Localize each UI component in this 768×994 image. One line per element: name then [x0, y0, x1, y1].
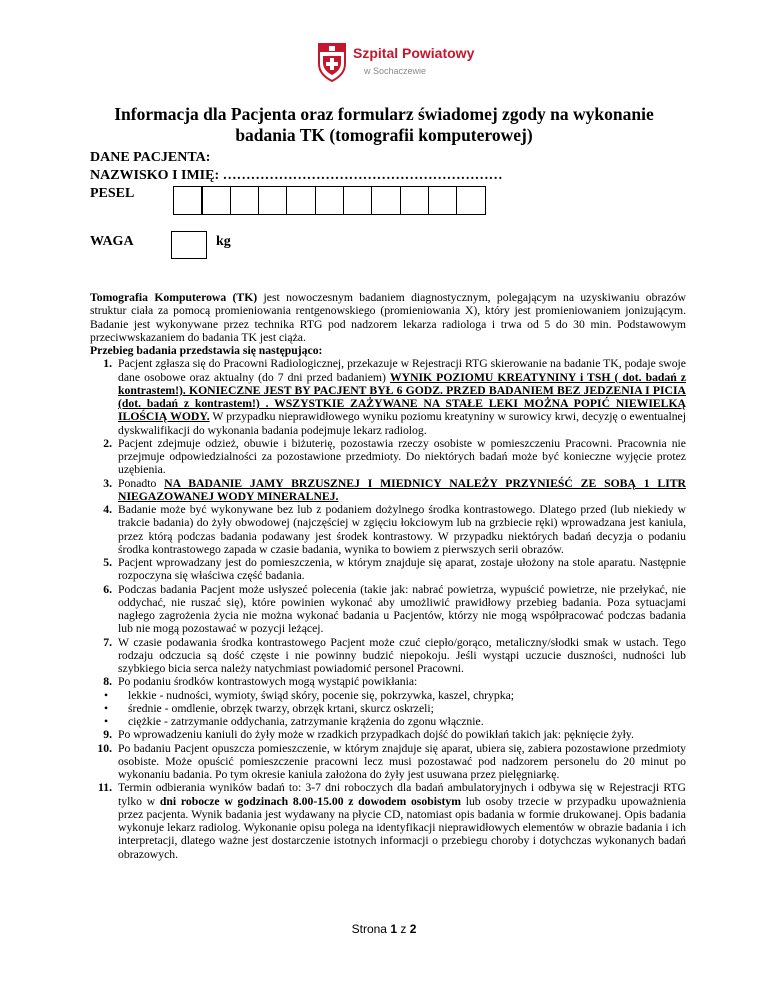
list-item: 7. W czasie podawania środka kontrastowego Pacjent może czuć ciepło/gorąco, metaliczny/słodki smak w ustach. Tego rodzaju odczucia są dość częste i nie powinny budzić niepokoju. Jeśli wystąpi uczucie duszności, nudności lub szybkiego bicia serca należy natychmiast powiadomić personel Pracowni. [90, 636, 686, 676]
logo-subtitle: w Sochaczewie [364, 66, 427, 76]
pesel-digit-box[interactable] [315, 186, 345, 215]
step-number: 3. [103, 476, 112, 490]
pesel-digit-box[interactable] [400, 186, 430, 215]
pesel-digit-box[interactable] [201, 186, 231, 215]
step-number: 1. [103, 357, 112, 371]
kreatynina-warning: WYNIK POZIOMU KREATYNINY i TSH ( dot. badań z kontrastem!). KONIECZNE JEST BY PACJENT BYŁ 6 GODZ. PRZED BADANIEM BEZ JEDZENIA I PICIA (dot. badań z kontrastem!) . WSZYSTKIE ZAŻYWANE NA STAŁE LEKI MOŻNA POPIĆ NIEWIELKĄ ILOŚCIĄ WODY. [118, 370, 686, 424]
pesel-digit-box[interactable] [258, 186, 288, 215]
list-item: 1. Pacjent zgłasza się do Pracowni Radiologicznej, przekazuje w Rejestracji RTG skierowanie na badanie TK, podaje swoje dane osobowe oraz aktualny (do 7 dni przed badaniem) WYNIK POZIOMU KREATYNINY i TSH ( dot. badań z kontrastem!). KONIECZNE JEST BY PACJENT BYŁ 6 GODZ. PRZED BADANIEM BEZ JEDZENIA I PICIA (dot. badań z kontrastem!) . WSZYSTKIE ZAŻYWANE NA STAŁE LEKI MOŻNA POPIĆ NIEWIELKĄ ILOŚCIĄ WODY. W przypadku nieprawidłowego wyniku poziomu kreatyniny w surowicy krwi, decyzję o ewentualnej dyskwalifikacji do wykonania badania podejmuje lekarz radiolog. [90, 357, 686, 437]
title-line-1: Informacja dla Pacjenta oraz formularz świadomej zgody na wykonanie [114, 104, 654, 124]
pesel-digit-box[interactable] [428, 186, 458, 215]
list-item: 6. Podczas badania Pacjent może usłyszeć polecenia (takie jak: nabrać powietrza, wypuścić powietrze, nie przełykać, nie oddychać, nie ruszać się), które powinien wykonać aby umożliwić prawidłowy przebieg badania. Poza sytuacjami nagłego zagrożenia życia nie można wykonać badania u Pacjentów, którzy nie mogą współpracować podczas badania lub nie mogą pozostawać w pozycji leżącej. [90, 583, 686, 636]
step-number: 6. [103, 582, 112, 596]
weight-field[interactable] [171, 231, 207, 259]
procedure-steps [90, 357, 686, 861]
step-number: 5. [103, 556, 112, 569]
steps-heading: Przebieg badania przedstawia się następująco: [90, 344, 323, 357]
pesel-digit-box[interactable] [343, 186, 373, 215]
step-number: 8. [103, 675, 112, 689]
current-page: 1 [390, 922, 398, 936]
intro-paragraph [90, 291, 686, 344]
total-pages: 2 [409, 922, 417, 936]
step-number: 11. [98, 781, 112, 795]
pesel-digit-box[interactable] [173, 186, 203, 215]
information-text [90, 291, 686, 861]
list-item: 2. Pacjent zdejmuje odzież, obuwie i biżuterię, pozostawia rzeczy osobiste w pomieszczeniu Pracowni. Pracownia nie przejmuje odpowiedzialności za pozostawione przedmioty. Do niektórych badań może być konieczne wyjęcie protez uzębienia. [90, 437, 686, 477]
list-item: 8. Po podaniu środków kontrastowych mogą wystąpić powikłania: • lekkie - nudności, wymioty, świąd skóry, pocenie się, pokrzywka, kaszel, chrypka; • średnie - omdlenie, obrzęk twarzy, obrzęk krtani, skurcz oskrzeli; • ciężkie - zatrzymanie oddychania, zatrzymanie krążenia do zgonu włącznie. [90, 675, 686, 728]
step-number: 7. [103, 635, 112, 649]
list-item: 10. Po badaniu Pacjent opuszcza pomieszczenie, w którym znajduje się aparat, ubiera się, zabiera pozostawione przedmioty osobiste. Może opuścić pomieszczenie pracowni lecz musi pozostawać pod nadzorem personelu do 20 minut po wykonaniu badania. Po tym okresie kaniula założona do żyły jest usuwana przez pielęgniarkę. [90, 742, 686, 782]
pesel-label: PESEL [90, 186, 135, 201]
weight-label: WAGA [90, 234, 134, 249]
step-number: 4. [103, 503, 112, 516]
list-item: 9. Po wprowadzeniu kaniuli do żyły może w rzadkich przypadkach dojść do powikłań takich jak: pęknięcie żyły. [90, 728, 686, 741]
list-item: 5. Pacjent wprowadzany jest do pomieszczenia, w którym znajduje się aparat, zostaje ułożony na stole aparatu. Następnie rozpoczyna się właściwa część badania. [90, 556, 686, 583]
hospital-logo [302, 42, 475, 84]
title-line-2: badania TK (tomografii komputerowej) [235, 125, 533, 145]
page-number: Strona 1 z 2 [351, 922, 417, 936]
step-number: 2. [103, 436, 112, 450]
water-warning: NA BADANIE JAMY BRZUSZNEJ I MIEDNICY NALEŻY PRZYNIEŚĆ ZE SOBĄ 1 LITR NIEGAZOWANEJ WODY MINERALNEJ. [118, 476, 686, 503]
weight-unit: kg [216, 234, 231, 249]
pickup-hours: dni robocze w godzinach 8.00-15.00 z dowodem osobistym [159, 794, 461, 808]
intro-text: jest nowoczesnym badaniem diagnostycznym, polegającym na uzyskiwaniu obrazów struktur ciała za pomocą promieniowania rentgenowskiego (promieniowania X), który jest promieniowaniem jonizującym. Badanie jest wykonywane przez technika RTG pod nadzorem lekarza radiologa i trwa od 5 do 30 min. Podstawowym przeciwwskazaniem do badania TK jest ciąża. [90, 291, 686, 344]
pesel-field[interactable] [173, 186, 484, 215]
complications-list [90, 689, 686, 729]
complication-item: • lekkie - nudności, wymioty, świąd skóry, pocenie się, pokrzywka, kaszel, chrypka; [90, 689, 686, 702]
intro-term: Tomografia Komputerowa (TK) [90, 291, 258, 304]
list-item: 11. Termin odbierania wyników badań to: 3-7 dni roboczych dla badań ambulatoryjnych i odbywa się w Rejestracji RTG tylko w dni robocze w godzinach 8.00-15.00 z dowodem osobistym lub osoby trzecie w przypadku upoważnienia przez pacjenta. Wynik badania jest wydawany na płycie CD, natomiast opis badania w formie drukowanej. Opis badania wykonuje lekarz radiolog. Wykonanie opisu polega na identyfikacji nieprawidłowych elementów w obrazie badania i ich interpretacji, dlatego ważne jest dostarczenie istotnych informacji o przebiegu choroby i dotychczas wykonanych badań obrazowych. [90, 781, 686, 861]
pesel-digit-box[interactable] [286, 186, 316, 215]
list-item: 3. Ponadto NA BADANIE JAMY BRZUSZNEJ I MIEDNICY NALEŻY PRZYNIEŚĆ ZE SOBĄ 1 LITR NIEGAZOWANEJ WODY MINERALNEJ. [90, 477, 686, 504]
patient-data-heading: DANE PACJENTA: [90, 150, 211, 165]
pesel-digit-box[interactable] [230, 186, 260, 215]
step-number: 10. [97, 741, 112, 755]
logo-title: Szpital Powiatowy [353, 45, 475, 61]
list-item: 4. Badanie może być wykonywane bez lub z podaniem dożylnego środka kontrastowego. Dlatego przed (lub niekiedy w trakcie badania) do żyły obwodowej (najczęściej w zgięciu łokciowym lub na grzbiecie ręki) wprowadzana jest kaniula, przez którą podczas badania podawany jest środek kontrastowy. W przypadku niektórych badań decyzja o podaniu środka kontrastowego zapada w czasie badania, wynika to bowiem z pierwszych serii obrazów. [90, 503, 686, 556]
document-title [60, 104, 708, 146]
name-field[interactable]: NAZWISKO I IMIĘ: …………………………………………………… [90, 168, 503, 183]
complication-item: • średnie - omdlenie, obrzęk twarzy, obrzęk krtani, skurcz oskrzeli; [90, 702, 686, 715]
hospital-shield-icon [316, 42, 348, 82]
complication-item: • ciężkie - zatrzymanie oddychania, zatrzymanie krążenia do zgonu włącznie. [90, 715, 686, 728]
pesel-digit-box[interactable] [456, 186, 486, 215]
step-number: 9. [103, 728, 112, 742]
pesel-digit-box[interactable] [371, 186, 401, 215]
